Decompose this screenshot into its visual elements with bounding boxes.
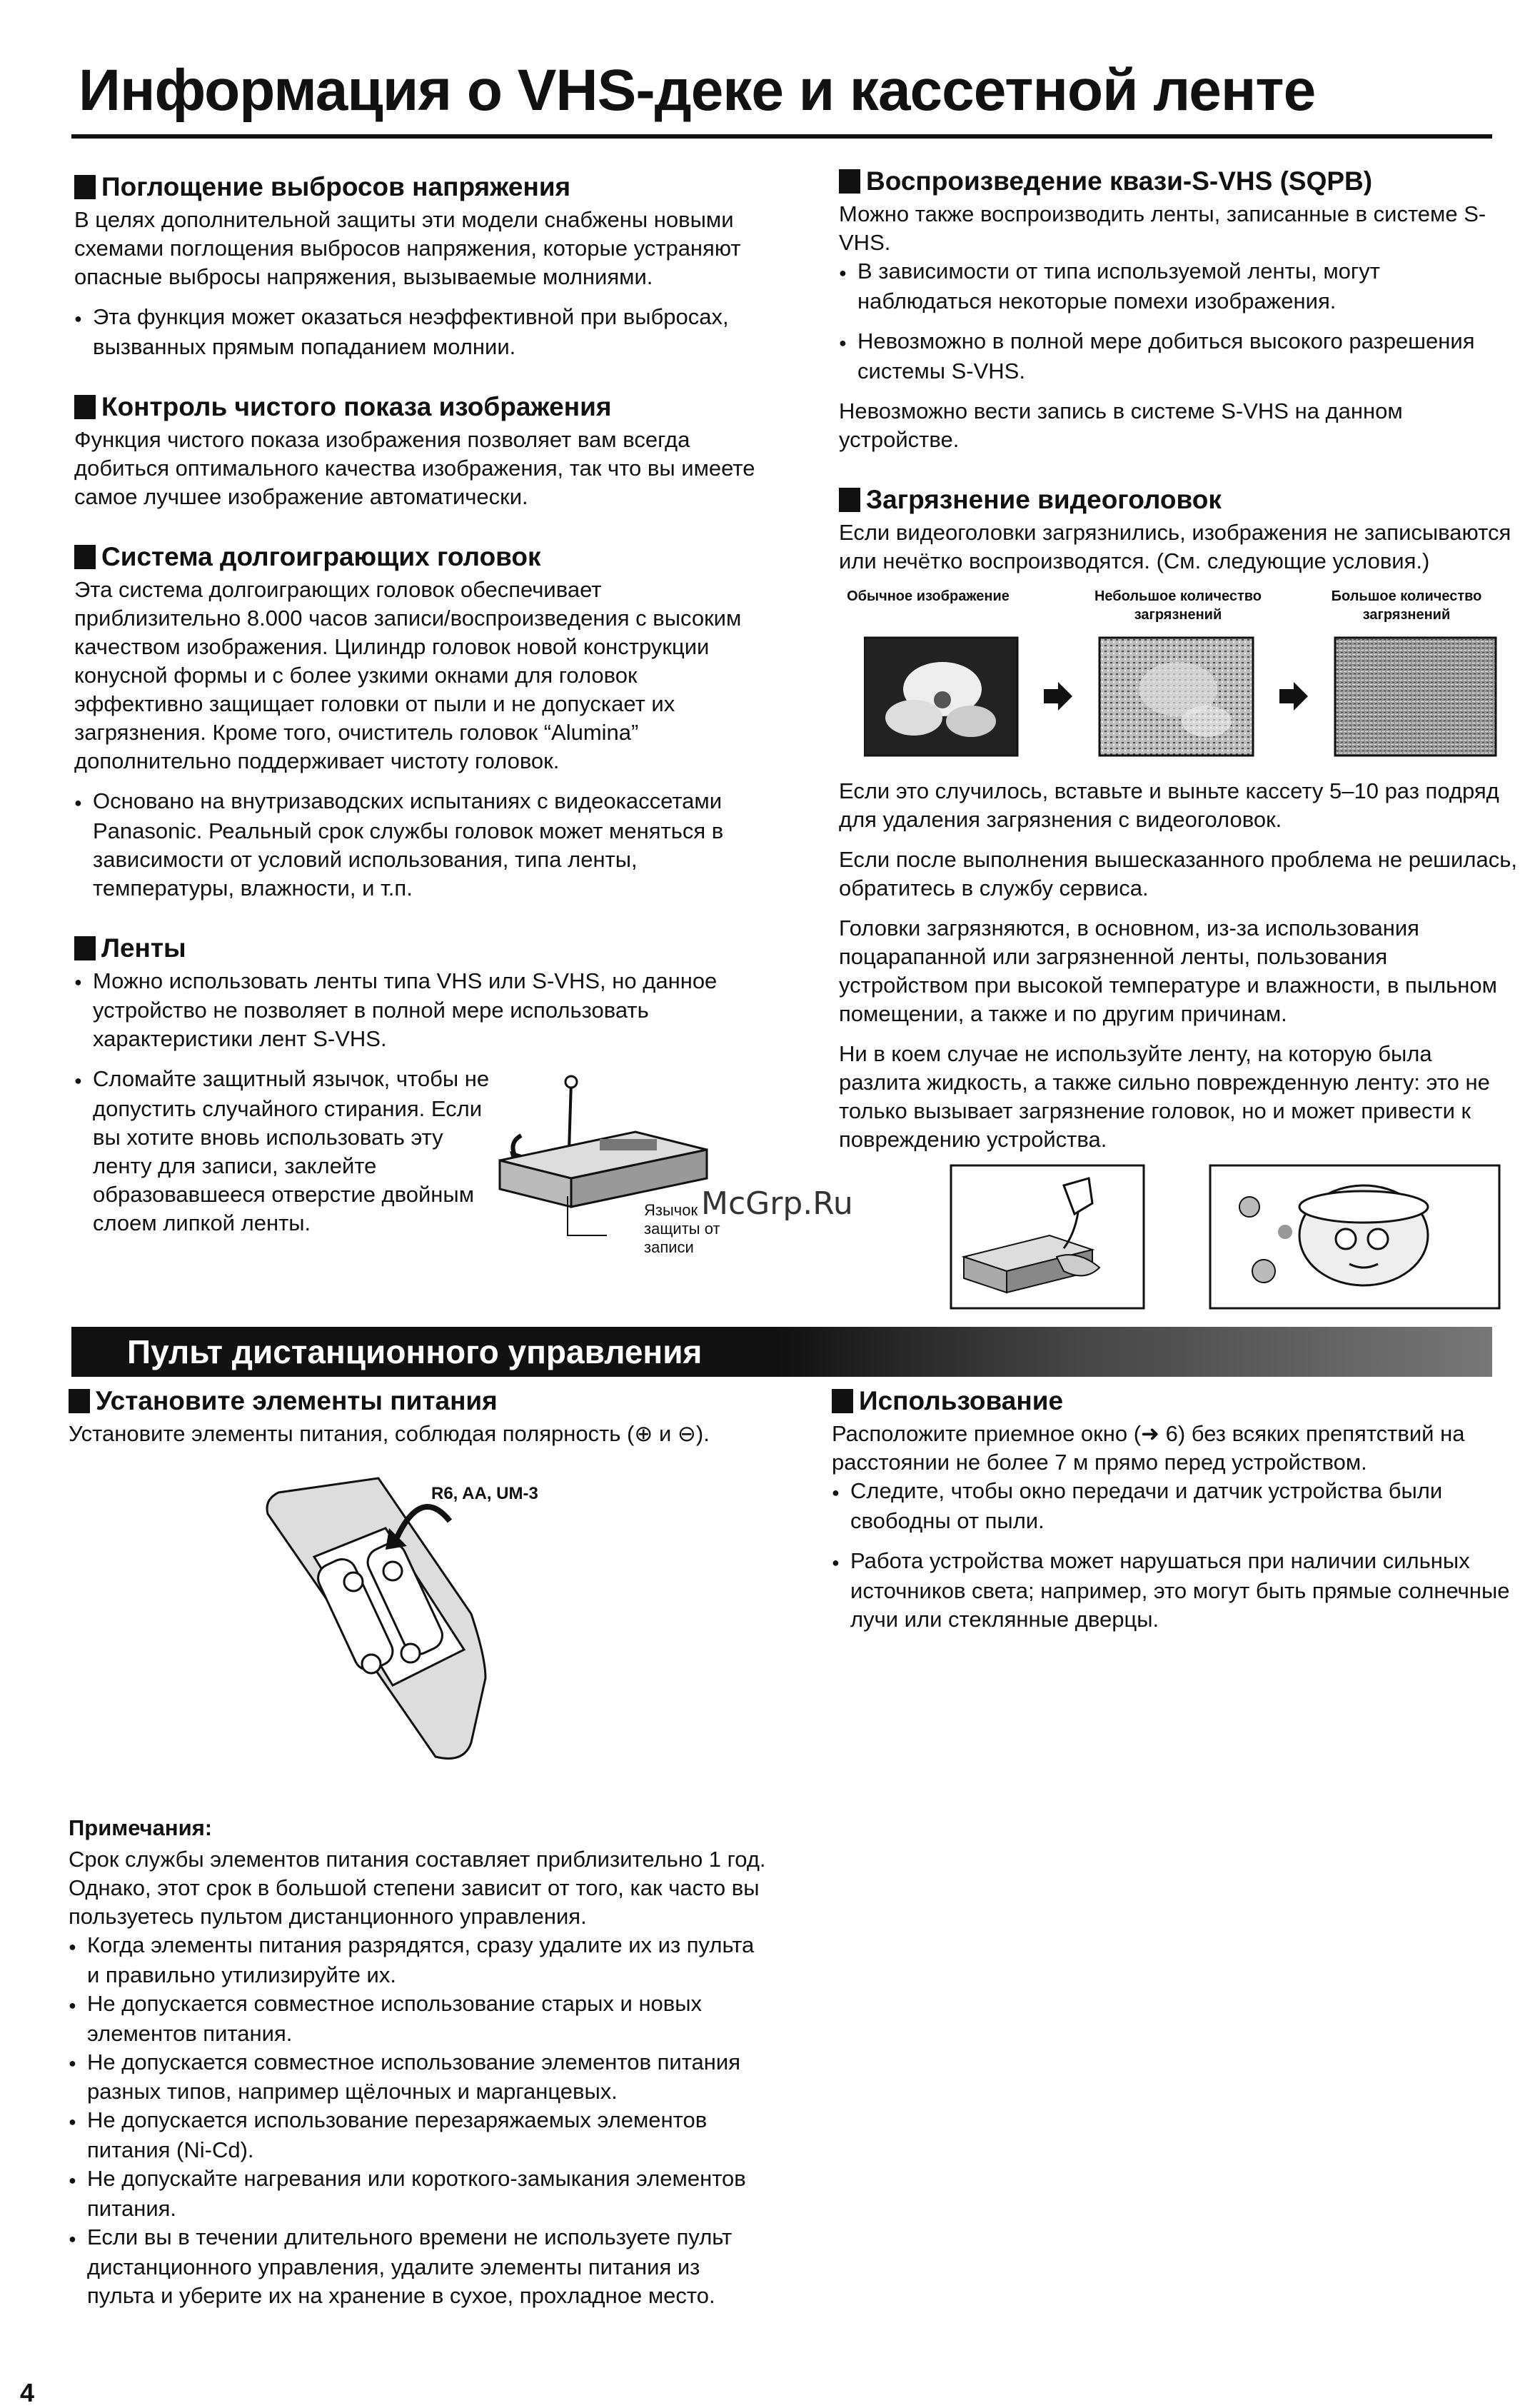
dirty-text-2: Если это случилось, вставьте и выньте кассету 5–10 раз подряд для удаления загрязнения с видеоголовок. [839,778,1499,832]
sqpb-text-1: Можно также воспроизводить ленты, записанные в системе S-VHS. [839,201,1486,255]
square-bullet-icon [839,169,860,194]
heads-bullet: ● Основано на внутризаводских испытаниях с видеокассетами Panasonic. Реальный срок службы головок может меняться в зависимости от условий использования, типа ленты, температуры, влажности, и т.п. [74,787,760,903]
normal-image [864,638,1017,756]
surge-text: В целях дополнительной защиты эти модели снабжены новыми схемами поглощения выбросов напряжения, которые устраняют опасные выбросы напряжения, вызываемые молниями. [74,207,741,289]
square-bullet-icon [74,395,96,419]
spilled-liquid-illustration [951,1165,1144,1308]
square-bullet-icon [74,545,96,569]
sqpb-bullet-1: ● В зависимости от типа используемой ленты, могут наблюдаться некоторые помехи изображения. [839,257,1517,316]
dirty-text-3: Если после выполнения вышесказанного проблема не решилась, обратитесь в службу сервиса. [839,847,1517,901]
arrow-right-icon [1279,682,1308,711]
notes-bullet-2: ● Не допускается совместное использование старых и новых элементов питания. [69,1990,768,2048]
notes-bullet-6: ● Если вы в течении длительного времени не используете пульт дистанционного управления, удалите элементы питания из пульта и уберите их на хранение в сухое, прохладное место. [69,2223,768,2310]
damaged-tape-illustration [1210,1165,1499,1308]
dirty-text-4: Головки загрязняются, в основном, из-за использования поцарапанной или загрязненной ленты, пользования устройством при высокой температуре и влажности, в пыльном помещении, а также и по другим причинам. [839,915,1497,1026]
heads-heading: Система долгоиграющих головок [74,541,760,573]
page-number: 4 [20,2378,35,2407]
page-title: Информация о VHS-деке и кассетной ленте [79,58,1316,123]
tapes-heading: Ленты [74,933,760,964]
remote-section-band [71,1327,1492,1377]
surge-section [74,171,760,361]
surge-heading: Поглощение выбросов напряжения [74,171,760,203]
clean-section [74,391,760,511]
heavy-dirt-image [1335,638,1496,756]
notes-text: Срок службы элементов питания составляет приблизительно 1 год. Однако, этот срок в большой степени зависит от того, как часто вы пользуетесь пультом дистанционного управления. [69,1847,766,1929]
square-bullet-icon [74,936,96,960]
clean-text: Функция чистого показа изображения позволяет вам всегда добиться оптимального качества изображения, так что вы имеете самое лучшее изображение автоматически. [74,426,755,509]
notes-bullet-3: ● Не допускается совместное использование элементов питания разных типов, например щёлочных и марганцевых. [69,2048,768,2107]
sqpb-section [839,166,1517,454]
heads-section [74,541,760,903]
surge-bullet: ● Эта функция может оказаться неэффективной при выбросах, вызванных прямым попаданием молнии. [74,303,760,361]
square-bullet-icon [69,1389,90,1413]
square-bullet-icon [74,175,96,199]
notes-bullet-1: ● Когда элементы питания разрядятся, сразу удалите их из пульта и правильно утилизируйте их. [69,1931,768,1990]
slight-dirt-image [1099,638,1253,756]
sqpb-bullet-2: ● Невозможно в полной мере добиться высокого разрешения системы S-VHS. [839,327,1517,386]
heads-text: Эта система долгоиграющих головок обеспечивает приблизительно 8.000 часов записи/воспроизведения с высоким качеством изображения. Цилиндр головок новой конструкции конусной формы и с более узкими окнами для головок эффективно защищает головки от пыли и не допускает их загрязнения. Кроме того, очиститель головок “Alumina” дополнительно поддерживает чистоту головок. [74,576,742,773]
battery-type-label: R6, AA, UM-3 [431,1484,538,1503]
dirty-heading: Загрязнение видеоголовок [839,484,1517,516]
caption-heavy: Большое количество загрязнений [1331,588,1482,623]
notes-bullet-5: ● Не допускайте нагревания или короткого-замыкания элементов питания. [69,2164,768,2223]
caption-normal: Обычное изображение [847,588,1010,604]
use-section [832,1385,1514,1645]
clean-heading: Контроль чистого показа изображения [74,391,760,423]
install-section [69,1385,768,1460]
arrow-right-icon [1044,682,1072,711]
notes-heading: Примечания: [69,1815,213,1840]
title-rule [71,134,1492,139]
use-bullet-1: ● Следите, чтобы окно передачи и датчик устройства были свободны от пыли. [832,1477,1514,1535]
right-column [839,166,1517,576]
caption-slight: Небольшое количество загрязнений [1094,588,1262,623]
square-bullet-icon [839,488,860,512]
square-bullet-icon [832,1389,853,1413]
tape-damage-illustrations [950,1164,1506,1310]
notes-bullet-4: ● Не допускается использование перезаряжаемых элементов питания (Ni-Cd). [69,2106,768,2164]
tapes-bullet-2: ● Сломайте защитный язычок, чтобы не допустить случайного стирания. Если вы хотите вновь использовать эту ленту для записи, заклейте образовавшееся отверстие двойным слоем липкой ленты. [74,1065,493,1238]
remote-band-title: Пульт дистанционного управления [127,1333,703,1370]
sqpb-text-2: Невозможно вести запись в системе S-VHS на данном устройстве. [839,398,1403,452]
notes-section [69,1814,768,2310]
install-text: Установите элементы питания, соблюдая полярность (⊕ и ⊖). [69,1421,710,1446]
install-heading: Установите элементы питания [69,1385,768,1417]
dirty-text-5: Ни в коем случае не используйте ленту, на которую была разлита жидкость, а также сильно поврежденную ленту: это не только вызывает загрязнение головок, но и может привести к повреждению устройства. [839,1041,1490,1152]
use-bullet-2: ● Работа устройства может нарушаться при наличии сильных источников света; например, это могут быть прямые солнечные лучи или стеклянные дверцы. [832,1547,1514,1634]
use-text: Расположите приемное окно (➜ 6) без всяких препятствий на расстоянии не более 7 м прямо перед устройством. [832,1421,1465,1475]
use-heading: Использование [832,1385,1514,1417]
dirty-continuation [839,777,1517,1165]
dirty-section [839,484,1517,576]
tab-label: Язычок защиты от записи [644,1201,720,1256]
tapes-bullet-1: ● Можно использовать ленты типа VHS или S-VHS, но данное устройство не позволяет в полной мере использовать характеристики лент S-VHS. [74,967,760,1054]
sqpb-heading: Воспроизведение квази-S-VHS (SQPB) [839,166,1517,197]
watermark: McGrp.Ru [701,1185,853,1222]
dirty-text-1: Если видеоголовки загрязнились, изображения не записываются или нечётко воспроизводятся. (См. следующие условия.) [839,519,1511,573]
dirt-comparison-images [864,632,1499,761]
remote-battery-illustration [257,1471,571,1771]
plus-terminal-icon [344,1572,363,1591]
minus-terminal-icon [383,1562,402,1580]
